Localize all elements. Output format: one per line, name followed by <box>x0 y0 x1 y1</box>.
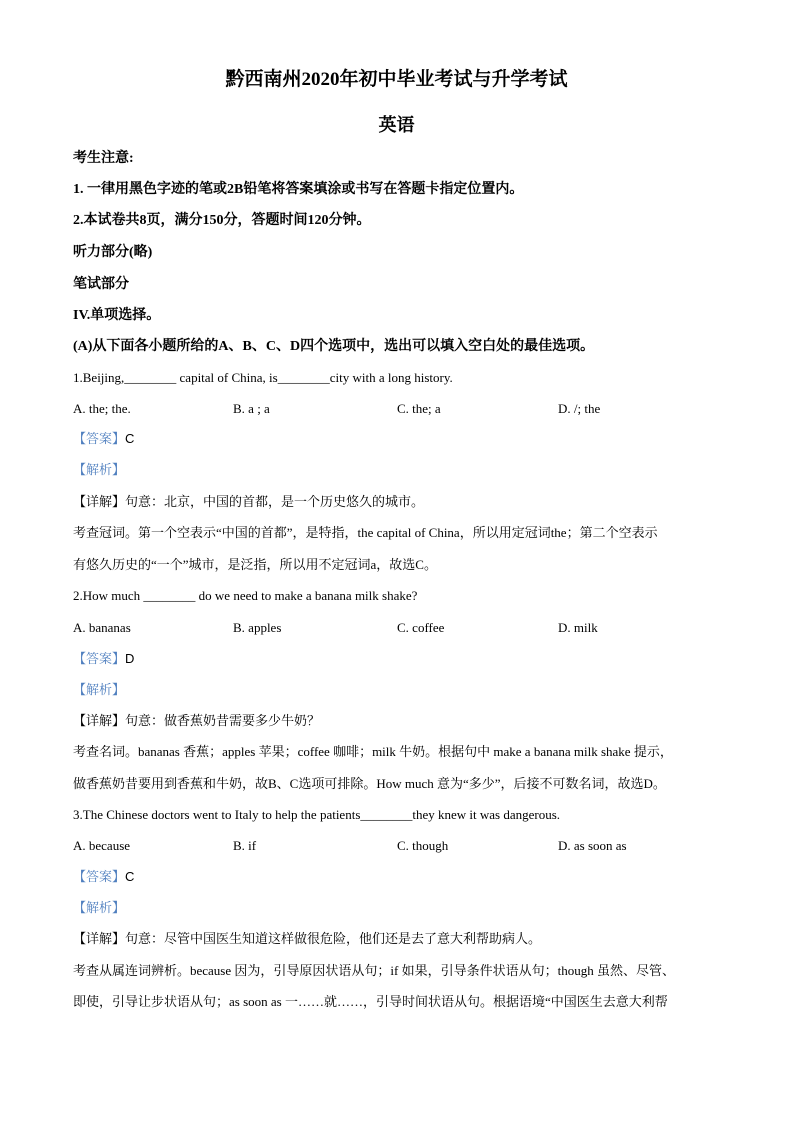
question-stem: 2.How much ________ do we need to make a banana milk shake? <box>73 588 418 603</box>
analysis-tag: 【解析】 <box>73 682 126 697</box>
answer-tag: 【答案】 <box>73 869 126 884</box>
detail-text: 句意：北京，中国的首都，是一个历史悠久的城市。 <box>125 494 425 509</box>
answer-tag: 【答案】 <box>73 431 126 446</box>
detail-line <box>73 929 541 949</box>
option-d: D. as soon as <box>558 838 627 853</box>
answer-value: C <box>125 431 135 446</box>
note-item: 2.本试卷共8页，满分150分，答题时间120分钟。 <box>73 213 371 228</box>
option-b: B. a ; a <box>233 401 270 416</box>
detail-line <box>73 492 424 512</box>
subject-title: 英语 <box>378 115 415 135</box>
option-c: C. the; a <box>397 401 441 416</box>
section-written: 笔试部分 <box>73 277 129 292</box>
page-title: 黔西南州2020年初中毕业考试与升学考试 <box>225 69 568 90</box>
note-item: 1. 一律用黑色字迹的笔或2B铅笔将答案填涂或书写在答题卡指定位置内。 <box>73 182 524 197</box>
option-c: C. coffee <box>397 620 445 635</box>
section-instruction: (A)从下面各小题所给的A、B、C、D四个选项中，选出可以填入空白处的最佳选项。 <box>73 339 595 354</box>
detail-tag: 【详解】 <box>73 713 126 728</box>
question-stem: 1.Beijing,________ capital of China, is________city with a long history. <box>73 370 453 385</box>
detail-text: 句意：做香蕉奶昔需要多少牛奶？ <box>125 713 321 728</box>
option-a: A. because <box>73 838 131 853</box>
explanation-line: 即使，引导让步状语从句；as soon as 一……就……，引导时间状语从句。根据语境“中国医生去意大利帮 <box>73 994 668 1009</box>
answer-line <box>73 649 134 669</box>
answer-value: D <box>125 651 135 666</box>
option-d: D. milk <box>558 620 598 635</box>
detail-line <box>73 711 320 731</box>
explanation-line: 考查冠词。第一个空表示“中国的首都”，是特指，the capital of China，所以用定冠词the；第二个空表示 <box>73 525 658 540</box>
explanation-line: 考查名词。bananas 香蕉；apples 苹果；coffee 咖啡；milk 牛奶。根据句中 make a banana milk shake 提示， <box>73 744 673 759</box>
detail-tag: 【详解】 <box>73 931 126 946</box>
analysis-tag: 【解析】 <box>73 462 126 477</box>
option-c: C. though <box>397 838 449 853</box>
explanation-line: 做香蕉奶昔要用到香蕉和牛奶，故B、C选项可排除。How much 意为“多少”，后接不可数名词，故选D。 <box>73 776 666 791</box>
question-stem: 3.The Chinese doctors went to Italy to help the patients________they knew it was dangerous. <box>73 807 561 822</box>
analysis-tag: 【解析】 <box>73 900 126 915</box>
section-listening: 听力部分(略) <box>73 245 153 260</box>
answer-line <box>73 867 134 887</box>
notes-heading: 考生注意: <box>73 151 134 166</box>
option-a: A. bananas <box>73 620 131 635</box>
section-part: IV.单项选择。 <box>73 308 161 323</box>
option-b: B. if <box>233 838 257 853</box>
answer-value: C <box>125 869 135 884</box>
option-d: D. /; the <box>558 401 601 416</box>
detail-tag: 【详解】 <box>73 494 126 509</box>
explanation-line: 考查从属连词辨析。because 因为，引导原因状语从句；if 如果，引导条件状语从句；though 虽然、尽管、 <box>73 963 675 978</box>
detail-text: 句意：尽管中国医生知道这样做很危险，他们还是去了意大利帮助病人。 <box>125 931 542 946</box>
option-a: A. the; the. <box>73 401 131 416</box>
explanation-line: 有悠久历史的“一个”城市，是泛指，所以用不定冠词a，故选C。 <box>73 557 437 572</box>
answer-tag: 【答案】 <box>73 651 126 666</box>
option-b: B. apples <box>233 620 282 635</box>
answer-line <box>73 429 134 449</box>
